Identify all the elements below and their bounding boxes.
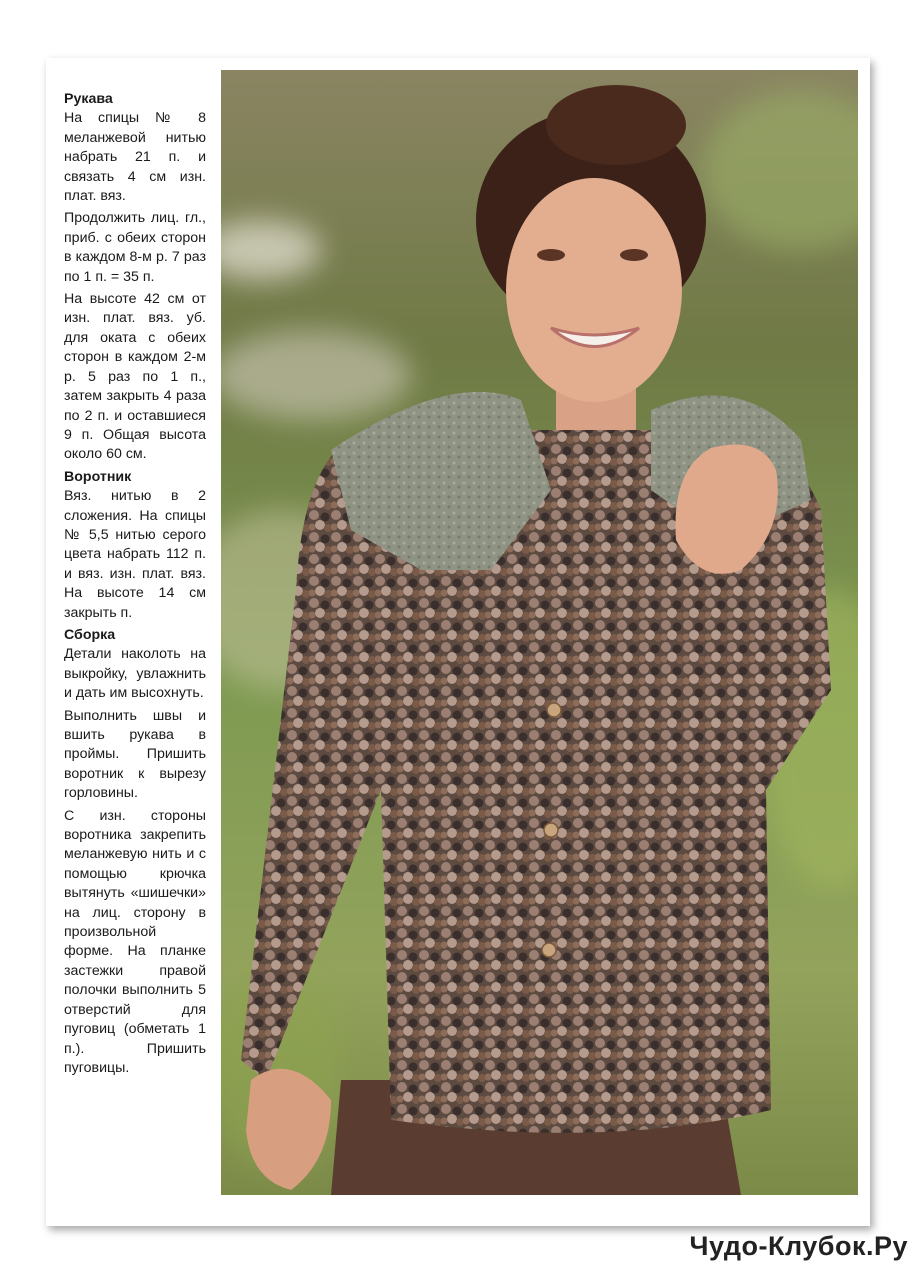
paragraph: Выполнить швы и вшить рукава в проймы. Пришить воротник к вырезу горловины. <box>64 707 206 802</box>
site-watermark: Чудо-Клубок.Ру <box>689 1231 908 1261</box>
instructions-column <box>64 90 206 1081</box>
model-photo <box>221 70 858 1195</box>
heading-sleeves: Рукава <box>64 91 113 107</box>
paragraph: С изн. стороны воротника закрепить меланжевую нить и с помощью крючка вытянуть «шишечки» на лиц. сторону в произвольной форме. На планке застежки правой полочки выполнить 5 отверстий для пуговиц (обметать 1 п.). Пришить пуговицы. <box>64 807 206 1076</box>
paragraph: Продолжить лиц. гл., приб. с обеих сторон в каждом 8-м р. 7 раз по 1 п. = 35 п. <box>64 210 206 285</box>
model-illustration <box>221 70 858 1195</box>
paragraph: Детали наколоть на выкройку, увлажнить и дать им высохнуть. <box>64 646 206 702</box>
paragraph: На высоте 42 см от изн. плат. вяз. уб. для оката с обеих сторон в каждом 2-м р. 5 раз по 1 п., затем закрыть 4 раза по 2 п. и оставшиеся 9 п. Общая высота около 60 см. <box>64 291 206 463</box>
heading-assembly: Сборка <box>64 626 116 643</box>
heading-collar: Воротник <box>64 468 132 485</box>
paragraph: Вяз. нитью в 2 сложения. На спицы № 5,5 нитью серого цвета набрать 112 п. и вяз. изн. плат. вяз. На высоте 14 см закрыть п. <box>64 488 206 621</box>
paragraph: На спицы № 8 меланжевой нитью набрать 21 п. и связать 4 см изн. плат. вяз. <box>64 110 206 205</box>
